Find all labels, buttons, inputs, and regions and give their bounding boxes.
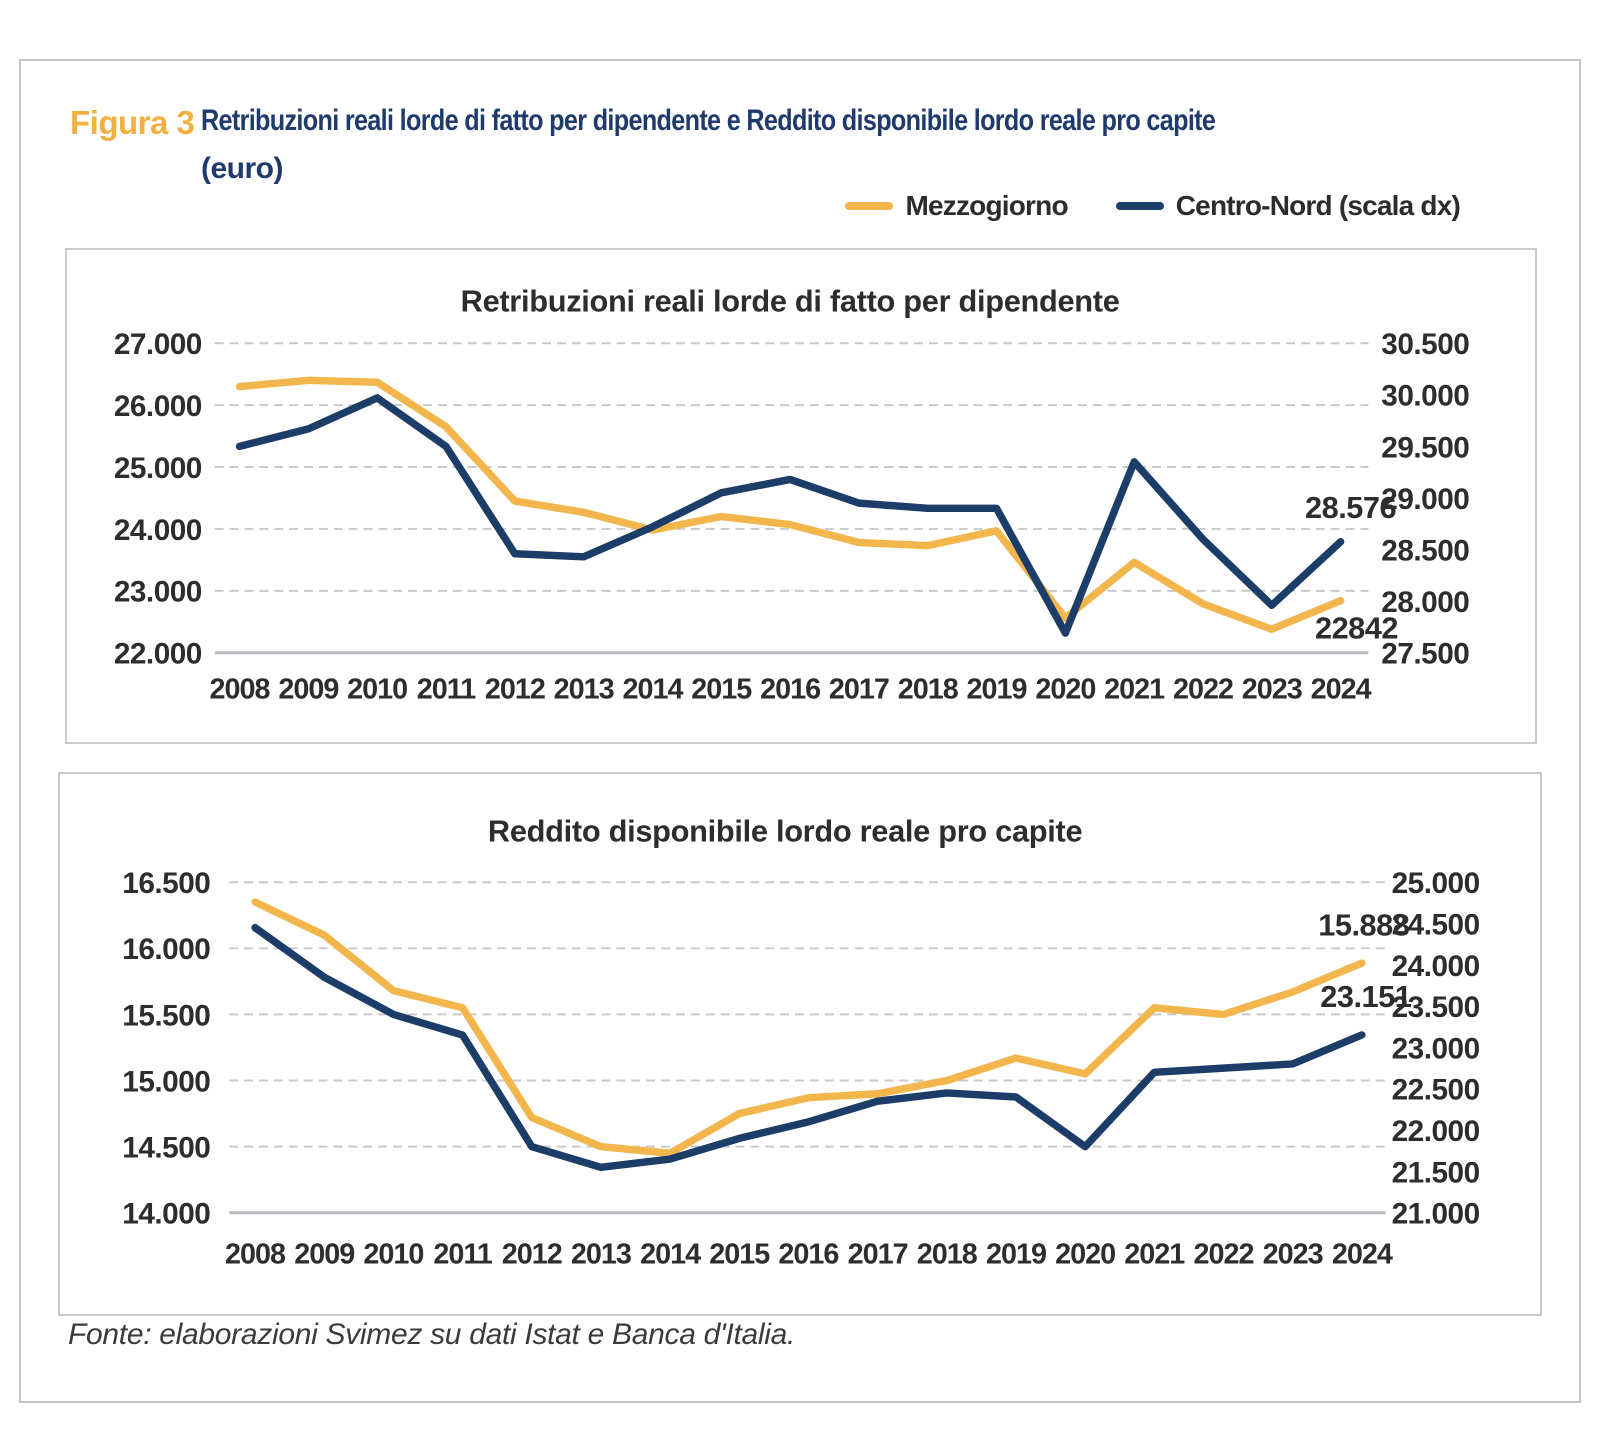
x-axis-year-label: 2010 bbox=[363, 1238, 424, 1271]
left-axis-tick-label: 14.500 bbox=[122, 1131, 211, 1165]
x-axis-year-label: 2022 bbox=[1172, 673, 1233, 706]
left-axis-tick-label: 22.000 bbox=[113, 637, 202, 671]
x-axis-year-label: 2011 bbox=[416, 673, 476, 706]
left-axis-tick-label: 15.000 bbox=[122, 1065, 211, 1099]
right-axis-tick-label: 21.500 bbox=[1391, 1156, 1480, 1190]
right-axis-tick-label: 22.000 bbox=[1391, 1115, 1480, 1149]
right-axis-tick-label: 30.500 bbox=[1381, 328, 1470, 362]
left-axis-tick-label: 24.000 bbox=[113, 513, 202, 547]
figure-subtitle: (euro) bbox=[201, 152, 283, 185]
x-axis-year-label: 2016 bbox=[778, 1238, 839, 1271]
chart-panel-reddito bbox=[58, 772, 1542, 1316]
x-axis-year-label: 2024 bbox=[1310, 673, 1371, 706]
x-axis-year-label: 2017 bbox=[847, 1238, 908, 1271]
legend-swatch-icon bbox=[1116, 202, 1164, 210]
chart-panel-retribuzioni bbox=[65, 248, 1537, 744]
right-axis-tick-label: 23.000 bbox=[1391, 1032, 1480, 1066]
figure-title: Retribuzioni reali lorde di fatto per dipendente e Reddito disponibile lordo reale pro capite bbox=[201, 104, 1216, 137]
x-axis-year-label: 2015 bbox=[709, 1238, 770, 1271]
x-axis-year-label: 2009 bbox=[294, 1238, 355, 1271]
x-axis-year-label: 2008 bbox=[225, 1238, 286, 1271]
x-axis-year-label: 2013 bbox=[553, 673, 614, 706]
series-end-label: 15.888 bbox=[1318, 907, 1410, 943]
series-end-label: 22842 bbox=[1314, 610, 1398, 646]
series-end-label: 23.151 bbox=[1320, 979, 1412, 1015]
chart-title: Retribuzioni reali lorde di fatto per dipendente bbox=[460, 283, 1120, 319]
figure-label: Figura 3 bbox=[70, 104, 195, 141]
x-axis-year-label: 2020 bbox=[1035, 673, 1096, 706]
legend-item-mezzogiorno bbox=[845, 190, 1067, 222]
x-axis-year-label: 2016 bbox=[760, 673, 821, 706]
left-axis-tick-label: 16.500 bbox=[122, 867, 211, 901]
right-axis-tick-label: 25.000 bbox=[1391, 867, 1480, 901]
legend-item-centro-nord bbox=[1116, 190, 1460, 222]
x-axis-year-label: 2010 bbox=[347, 673, 408, 706]
right-axis-tick-label: 21.000 bbox=[1391, 1197, 1480, 1231]
chart-reddito-svg bbox=[60, 774, 1540, 1314]
left-axis-tick-label: 25.000 bbox=[113, 451, 202, 485]
x-axis-year-label: 2017 bbox=[828, 673, 889, 706]
right-axis-tick-label: 28.500 bbox=[1381, 534, 1470, 568]
x-axis-year-label: 2012 bbox=[501, 1238, 562, 1271]
x-axis-year-label: 2018 bbox=[897, 673, 958, 706]
left-axis-tick-label: 26.000 bbox=[113, 390, 202, 424]
chart-retribuzioni-svg bbox=[67, 250, 1535, 742]
x-axis-year-label: 2024 bbox=[1331, 1238, 1392, 1271]
x-axis-year-label: 2014 bbox=[622, 673, 683, 706]
left-axis-tick-label: 15.500 bbox=[122, 999, 211, 1033]
series-end-label: 28.576 bbox=[1304, 489, 1397, 525]
x-axis-year-label: 2020 bbox=[1055, 1238, 1116, 1271]
x-axis-year-label: 2011 bbox=[433, 1238, 492, 1271]
x-axis-year-label: 2008 bbox=[209, 673, 270, 706]
x-axis-year-label: 2009 bbox=[278, 673, 339, 706]
right-axis-tick-label: 24.500 bbox=[1391, 908, 1480, 942]
x-axis-year-label: 2012 bbox=[484, 673, 545, 706]
left-axis-tick-label: 16.000 bbox=[122, 933, 211, 967]
right-axis-tick-label: 23.500 bbox=[1391, 991, 1480, 1025]
legend bbox=[845, 190, 1460, 222]
right-axis-tick-label: 28.000 bbox=[1381, 586, 1470, 620]
right-axis-tick-label: 29.500 bbox=[1381, 431, 1470, 465]
x-axis-year-label: 2022 bbox=[1193, 1238, 1254, 1271]
legend-label: Mezzogiorno bbox=[905, 190, 1068, 221]
series-line-centro-nord bbox=[240, 398, 1341, 633]
left-axis-tick-label: 23.000 bbox=[113, 575, 202, 609]
series-line-centro-nord bbox=[255, 928, 1362, 1168]
x-axis-year-label: 2013 bbox=[570, 1238, 631, 1271]
x-axis-year-label: 2015 bbox=[691, 673, 752, 706]
left-axis-tick-label: 14.000 bbox=[122, 1197, 211, 1231]
x-axis-year-label: 2018 bbox=[916, 1238, 977, 1271]
x-axis-year-label: 2014 bbox=[640, 1238, 701, 1271]
x-axis-year-label: 2021 bbox=[1104, 673, 1165, 706]
source-note: Fonte: elaborazioni Svimez su dati Istat e Banca d'Italia. bbox=[68, 1318, 796, 1351]
x-axis-year-label: 2023 bbox=[1241, 673, 1302, 706]
x-axis-year-label: 2023 bbox=[1262, 1238, 1323, 1271]
right-axis-tick-label: 24.000 bbox=[1391, 949, 1480, 983]
right-axis-tick-label: 27.500 bbox=[1381, 637, 1470, 671]
legend-swatch-icon bbox=[845, 202, 893, 210]
right-axis-tick-label: 22.500 bbox=[1391, 1073, 1480, 1107]
left-axis-tick-label: 27.000 bbox=[113, 328, 202, 362]
legend-label: Centro-Nord (scala dx) bbox=[1175, 190, 1460, 221]
x-axis-year-label: 2021 bbox=[1124, 1238, 1185, 1271]
series-line-mezzogiorno bbox=[255, 902, 1362, 1153]
right-axis-tick-label: 29.000 bbox=[1381, 482, 1470, 516]
x-axis-year-label: 2019 bbox=[985, 1238, 1046, 1271]
chart-title: Reddito disponibile lordo reale pro capite bbox=[487, 813, 1083, 849]
right-axis-tick-label: 30.000 bbox=[1381, 379, 1470, 413]
x-axis-year-label: 2019 bbox=[966, 673, 1027, 706]
